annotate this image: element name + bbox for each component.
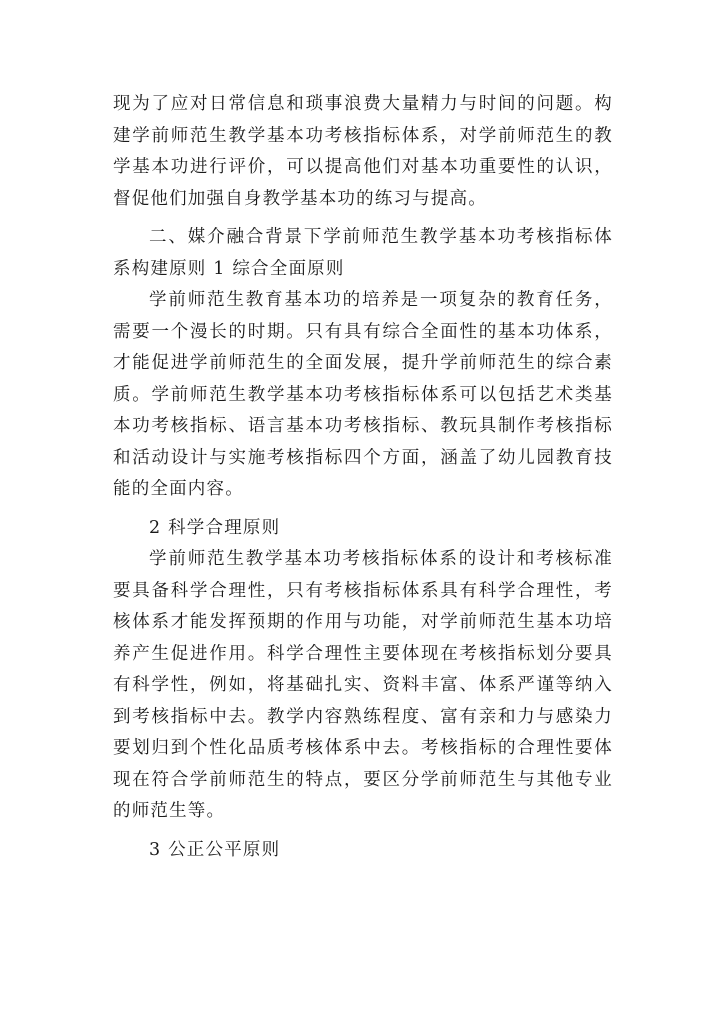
paragraph-intro-continuation: 现为了应对日常信息和琐事浪费大量精力与时间的问题。构建学前师范生教学基本功考核指标体系，对学前师范生的教学基本功进行评价，可以提高他们对基本功重要性的认识，督促他们加强自身教学基本功的练习与提高。 <box>113 94 613 209</box>
document-body <box>113 89 613 866</box>
paragraph-comprehensive-principle: 学前师范生教育基本功的培养是一项复杂的教育任务，需要一个漫长的时期。只有具有综合全面性的基本功体系，才能促进学前师范生的全面发展，提升学前师范生的综合素质。学前师范生教学基本功考核指标体系可以包括艺术类基本功考核指标、语言基本功考核指标、教玩具制作考核指标和活动设计与实施考核指标四个方面，涵盖了幼儿园教育技能的全面内容。 <box>113 290 613 499</box>
paragraph-scientific-principle: 学前师范生教学基本功考核指标体系的设计和考核标准要具备科学合理性，只有考核指标体系具有科学合理性，考核体系才能发挥预期的作用与功能，对学前师范生基本功培养产生促进作用。科学合理性主要体现在考核指标划分要具有科学性，例如，将基础扎实、资料丰富、体系严谨等纳入到考核指标中去。教学内容熟练程度、富有亲和力与感染力要划归到个性化品质考核体系中去。考核指标的合理性要体现在符合学前师范生的特点，要区分学前师范生与其他专业的师范生等。 <box>113 549 613 821</box>
subheading-scientific-principle: 2 科学合理原则 <box>149 517 281 538</box>
subheading-fairness-principle: 3 公正公平原则 <box>149 839 281 860</box>
section-heading-principles: 二、媒介融合背景下学前师范生教学基本功考核指标体系构建原则 1 综合全面原则 <box>113 227 613 279</box>
